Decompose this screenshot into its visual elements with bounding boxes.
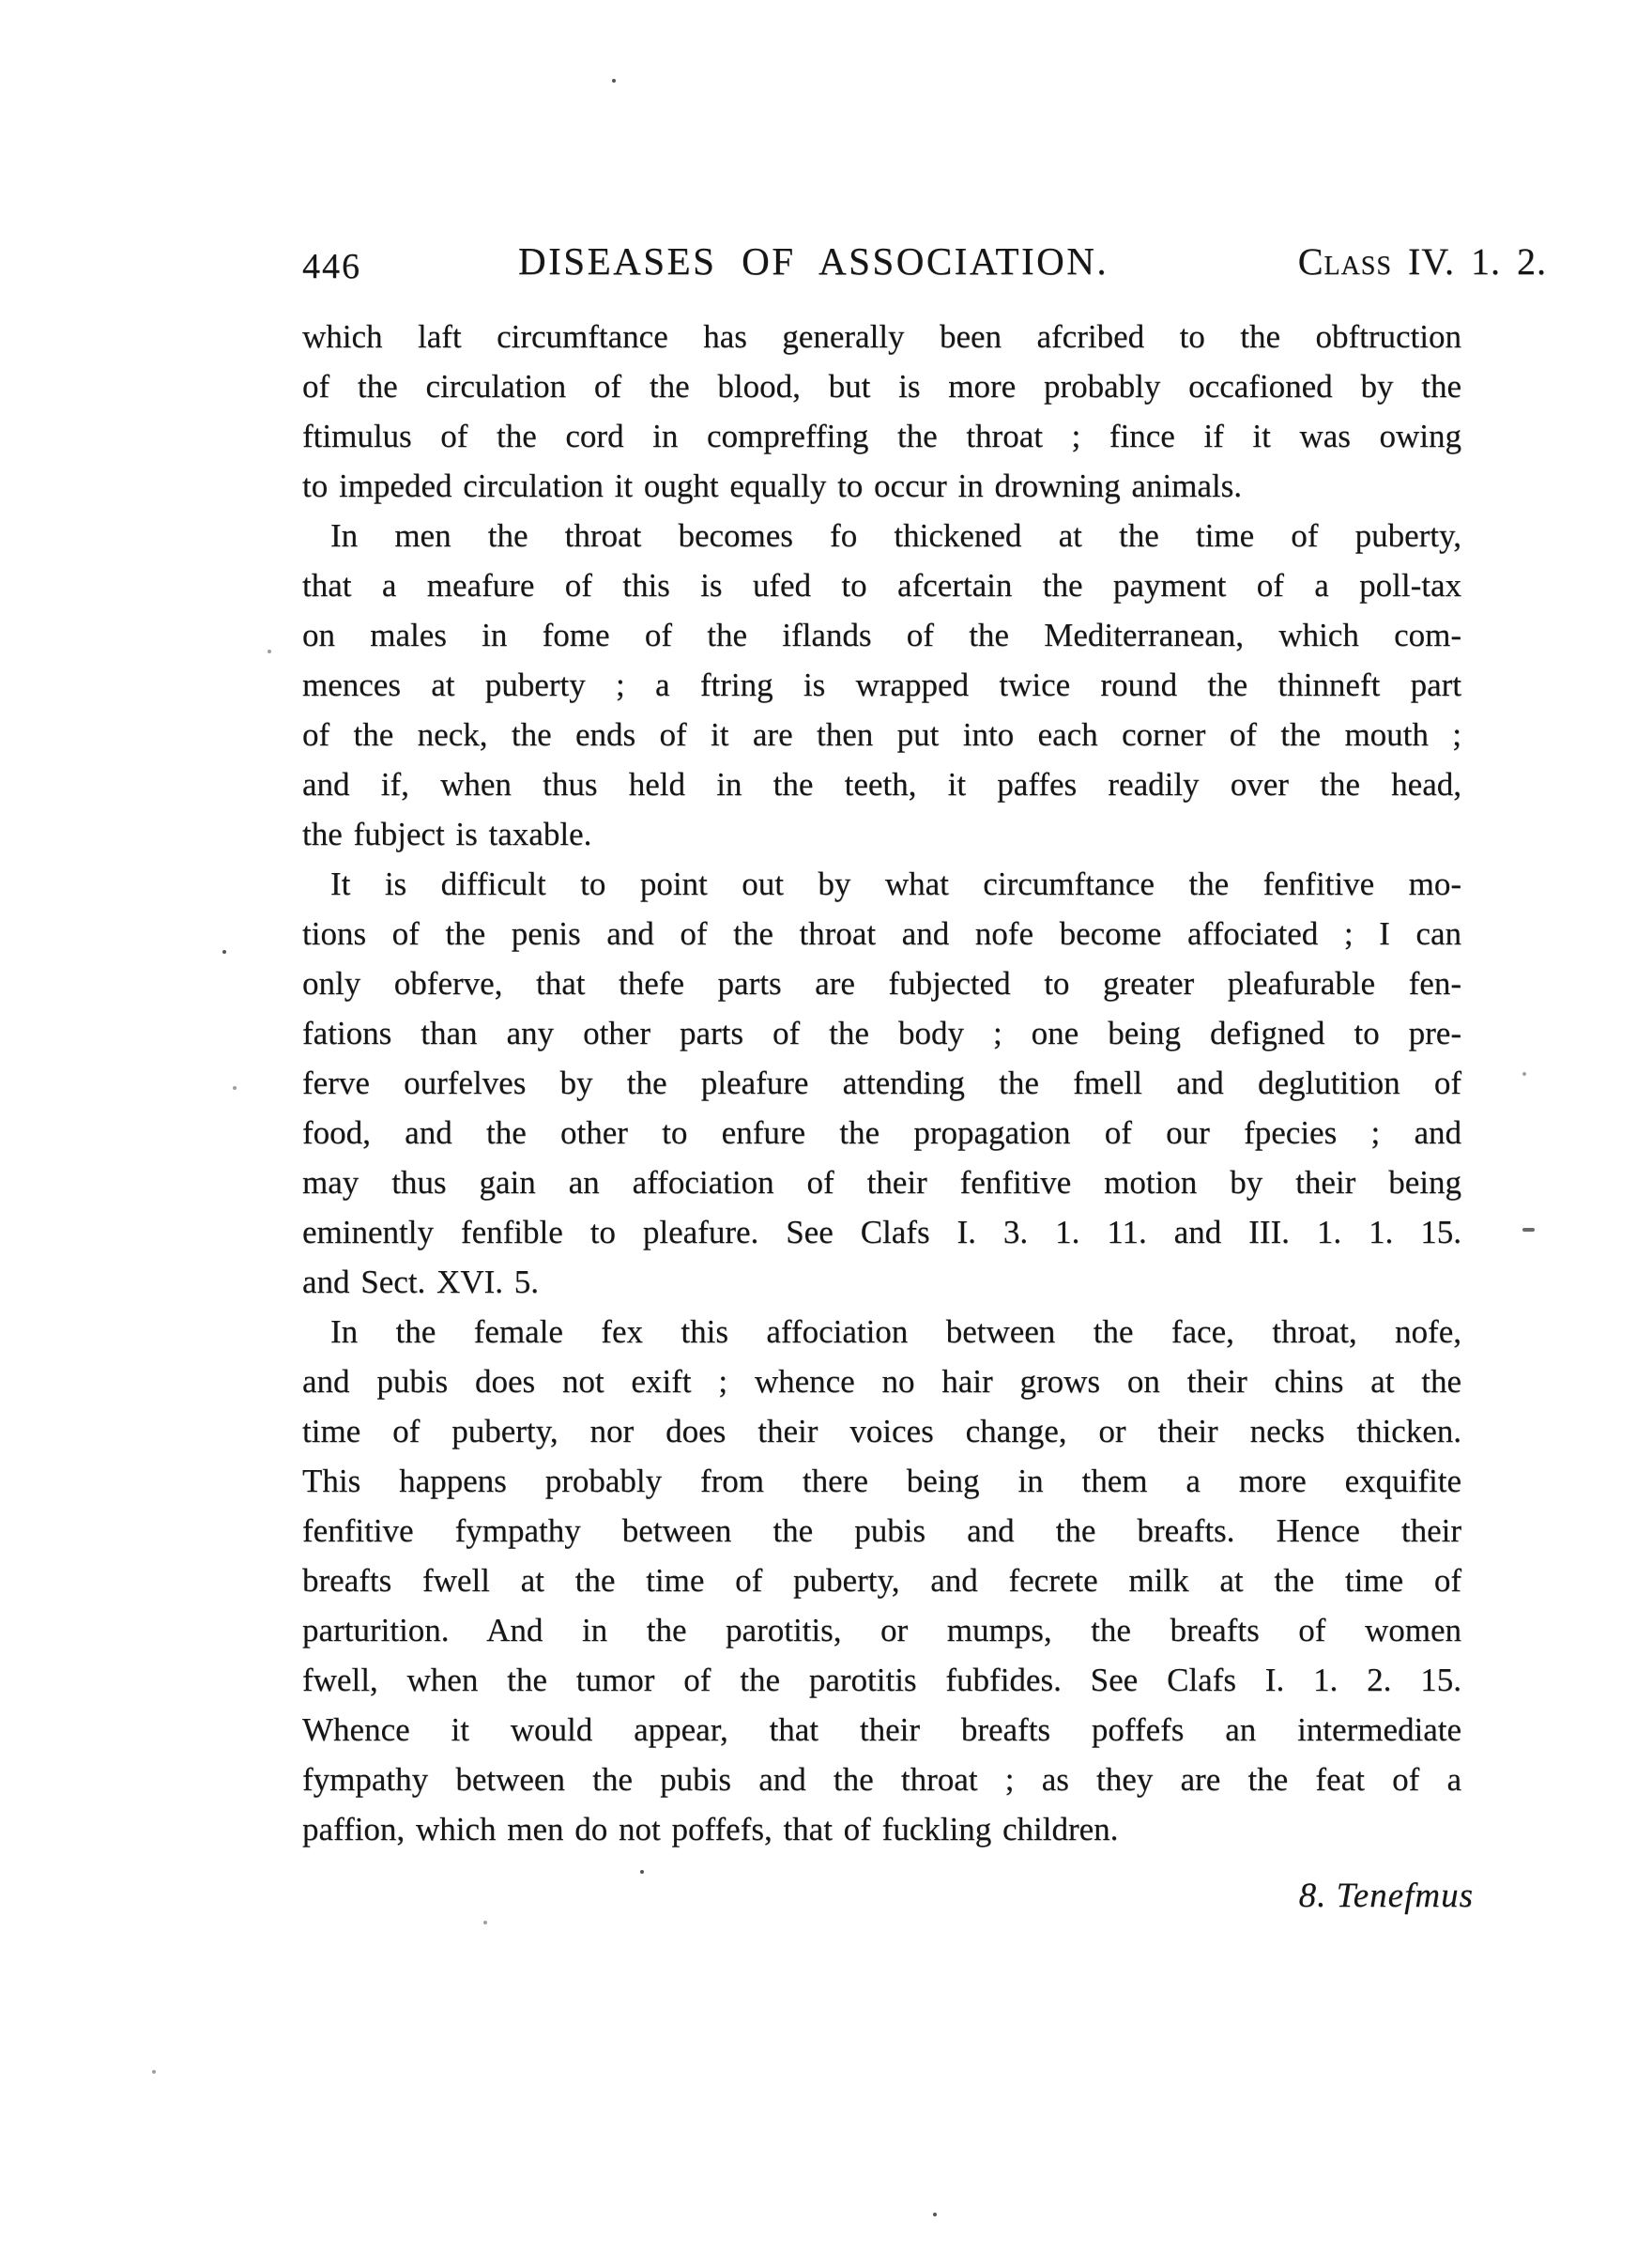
scan-speck [1522, 1228, 1535, 1232]
text-line: breafts fwell at the time of puberty, and fecrete milk at the time of [302, 1562, 1461, 1599]
scan-speck [152, 2070, 156, 2074]
text-line: This happens probably from there being in them a more exquifite [302, 1463, 1461, 1499]
paragraph [302, 312, 1461, 511]
text-line: Whence it would appear, that their breafts poffefs an intermediate [302, 1711, 1461, 1748]
text-line: may thus gain an affociation of their fenfitive motion by their being [302, 1164, 1461, 1201]
body-text [302, 312, 1461, 1854]
running-class-label: Class IV. 1. 2. [1297, 240, 1547, 283]
text-line: food, and the other to enfure the propagation of our fpecies ; and [302, 1114, 1461, 1151]
text-line: paffion, which men do not poffefs, that of fuckling children. [302, 1811, 1119, 1847]
running-title: DISEASES OF ASSOCIATION. [518, 239, 1109, 283]
text-line: the fubject is taxable. [302, 816, 592, 852]
scan-speck [1522, 1072, 1526, 1076]
text-line: eminently fenfible to pleafure. See Clafs I. 3. 1. 11. and III. 1. 1. 15. [302, 1214, 1461, 1250]
page-header [0, 0, 1652, 300]
text-line: of the circulation of the blood, but is more probably occafioned by the [302, 368, 1461, 405]
text-line: of the neck, the ends of it are then put into each corner of the mouth ; [302, 716, 1461, 753]
text-line: ftimulus of the cord in compreffing the throat ; fince if it was owing [302, 418, 1461, 454]
text-line: ferve ourfelves by the pleafure attending the fmell and deglutition of [302, 1065, 1461, 1101]
scan-speck [233, 1086, 237, 1090]
text-line: and pubis does not exift ; whence no hair grows on their chins at the [302, 1363, 1461, 1400]
scan-speck [268, 650, 271, 653]
text-line: to impeded circulation it ought equally to occur in drowning animals. [302, 467, 1243, 504]
paragraph [302, 511, 1461, 859]
text-line: that a meafure of this is ufed to afcertain the payment of a poll-tax [302, 567, 1461, 604]
text-line: It is difficult to point out by what circumftance the fenfitive mo- [330, 866, 1461, 902]
text-line: In the female fex this affociation between the face, throat, nofe, [330, 1313, 1461, 1350]
text-line: fwell, when the tumor of the parotitis fubfides. See Clafs I. 1. 2. 15. [302, 1662, 1461, 1698]
scan-speck [612, 79, 616, 83]
text-line: mences at puberty ; a ftring is wrapped twice round the thinneft part [302, 667, 1461, 703]
scan-speck [483, 1921, 487, 1924]
text-line: tions of the penis and of the throat and nofe become affociated ; I can [302, 915, 1461, 952]
scan-speck [222, 950, 226, 954]
text-line: parturition. And in the parotitis, or mumps, the breafts of women [302, 1612, 1461, 1648]
text-line: on males in fome of the iflands of the Mediterranean, which com- [302, 617, 1461, 653]
text-line: fenfitive fympathy between the pubis and the breafts. Hence their [302, 1512, 1461, 1549]
text-line: and Sect. XVI. 5. [302, 1264, 540, 1300]
text-line: which laft circumftance has generally been afcribed to the obftruction [302, 318, 1461, 355]
scan-speck [640, 1870, 644, 1874]
scan-speck [933, 2213, 937, 2216]
text-line: and if, when thus held in the teeth, it paffes readily over the head, [302, 766, 1461, 803]
text-line: fations than any other parts of the body ; one being defigned to pre- [302, 1015, 1461, 1051]
text-line: only obferve, that thefe parts are fubjected to greater pleafurable fen- [302, 965, 1461, 1002]
page-number: 446 [302, 247, 361, 286]
text-line: In men the throat becomes fo thickened at the time of puberty, [330, 517, 1461, 554]
catchword: 8. Tenefmus [1298, 1877, 1474, 1915]
paragraph [302, 1307, 1461, 1854]
text-line: fympathy between the pubis and the throat ; as they are the feat of a [302, 1761, 1461, 1798]
paragraph [302, 859, 1461, 1307]
text-line: time of puberty, nor does their voices change, or their necks thicken. [302, 1413, 1461, 1449]
